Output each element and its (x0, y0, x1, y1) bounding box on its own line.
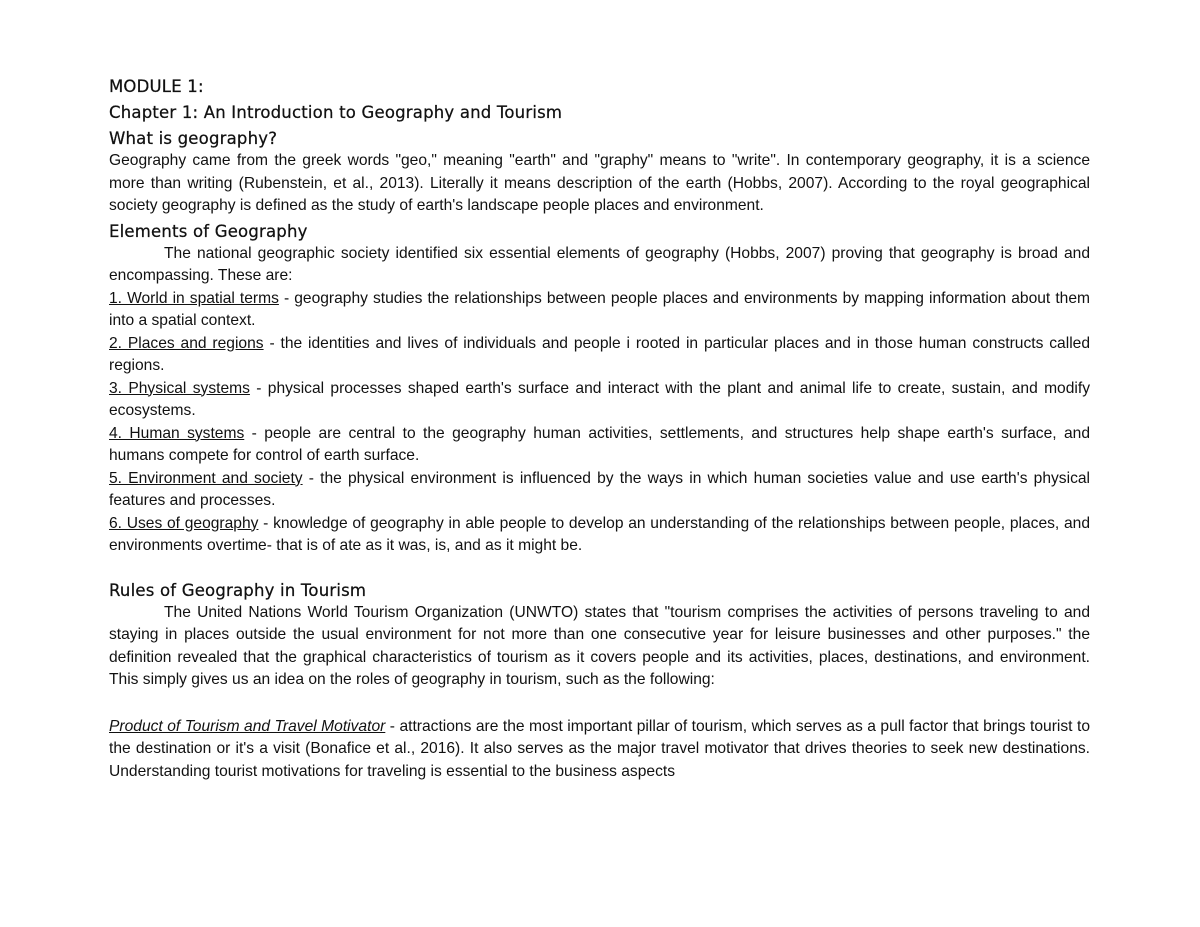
element-term: 4. Human systems (109, 424, 245, 442)
elements-intro: The national geographic society identified six essential elements of geography (Hobbs, 2007) proving that geography is broad and encompassing. These are: (109, 244, 1090, 284)
document-content (109, 76, 1090, 783)
element-text: - knowledge of geography in able people to develop an understanding of the relationships between people, places, and environments overtime- that is of ate as it was, is, and as it might be. (109, 514, 1090, 554)
product-term: Product of Tourism and Travel Motivator (109, 717, 386, 735)
what-is-geography-paragraph: Geography came from the greek words "geo," meaning "earth" and "graphy" means to "write". In contemporary geography, it is a science more than writing (Rubenstein, et al., 2013). Literally it means description of the earth (Hobbs, 2007). According to the royal geographical society geography is defined as the study of earth's landscape people places and environment. (109, 152, 1090, 214)
element-term: 5. Environment and society (109, 469, 303, 487)
element-text: - geography studies the relationships between people places and environments by mapping information about them into a spatial context. (109, 289, 1090, 329)
element-item (109, 333, 1090, 378)
element-text: - people are central to the geography human activities, settlements, and structures help shape earth's surface, and humans compete for control of earth surface. (109, 424, 1090, 464)
element-item (109, 468, 1090, 513)
spacer (109, 692, 1090, 716)
element-item (109, 288, 1090, 333)
spacer (109, 558, 1090, 580)
element-text: - physical processes shaped earth's surface and interact with the plant and animal life to create, sustain, and modify ecosystems. (109, 379, 1090, 419)
what-is-geography-heading: What is geography? (109, 129, 278, 148)
elements-heading: Elements of Geography (109, 221, 308, 241)
element-term: 1. World in spatial terms (109, 289, 279, 307)
element-term: 3. Physical systems (109, 379, 250, 397)
element-item (109, 378, 1090, 423)
product-text: - attractions are the most important pillar of tourism, which serves as a pull factor that brings tourist to the destination or it's a visit (Bonafice et al., 2016). It also serves as the major travel motivator that drives theories to seek new destinations. Understanding tourist motivations for traveling is essential to the business aspects (109, 717, 1090, 780)
rules-paragraph: The United Nations World Tourism Organization (UNWTO) states that "tourism comprises the activities of persons traveling to and staying in places outside the usual environment for not more than one consecutive year for leisure businesses and other purposes." the definition revealed that the graphical characteristics of tourism as it covers people and its activities, places, destinations, and environment. This simply gives us an idea on the roles of geography in tourism, such as the following: (109, 603, 1090, 688)
element-item (109, 513, 1090, 558)
element-term: 6. Uses of geography (109, 514, 259, 532)
element-text: - the identities and lives of individuals and people i rooted in particular places and in those human constructs called regions. (109, 334, 1090, 374)
element-term: 2. Places and regions (109, 334, 264, 352)
chapter-title: Chapter 1: An Introduction to Geography and Tourism (109, 103, 563, 122)
element-item (109, 423, 1090, 468)
module-title: MODULE 1: (109, 77, 204, 96)
element-text: - the physical environment is influenced by the ways in which human societies value and use earth's physical features and processes. (109, 469, 1091, 509)
product-paragraph (109, 716, 1090, 784)
rules-heading: Rules of Geography in Tourism (109, 580, 367, 600)
